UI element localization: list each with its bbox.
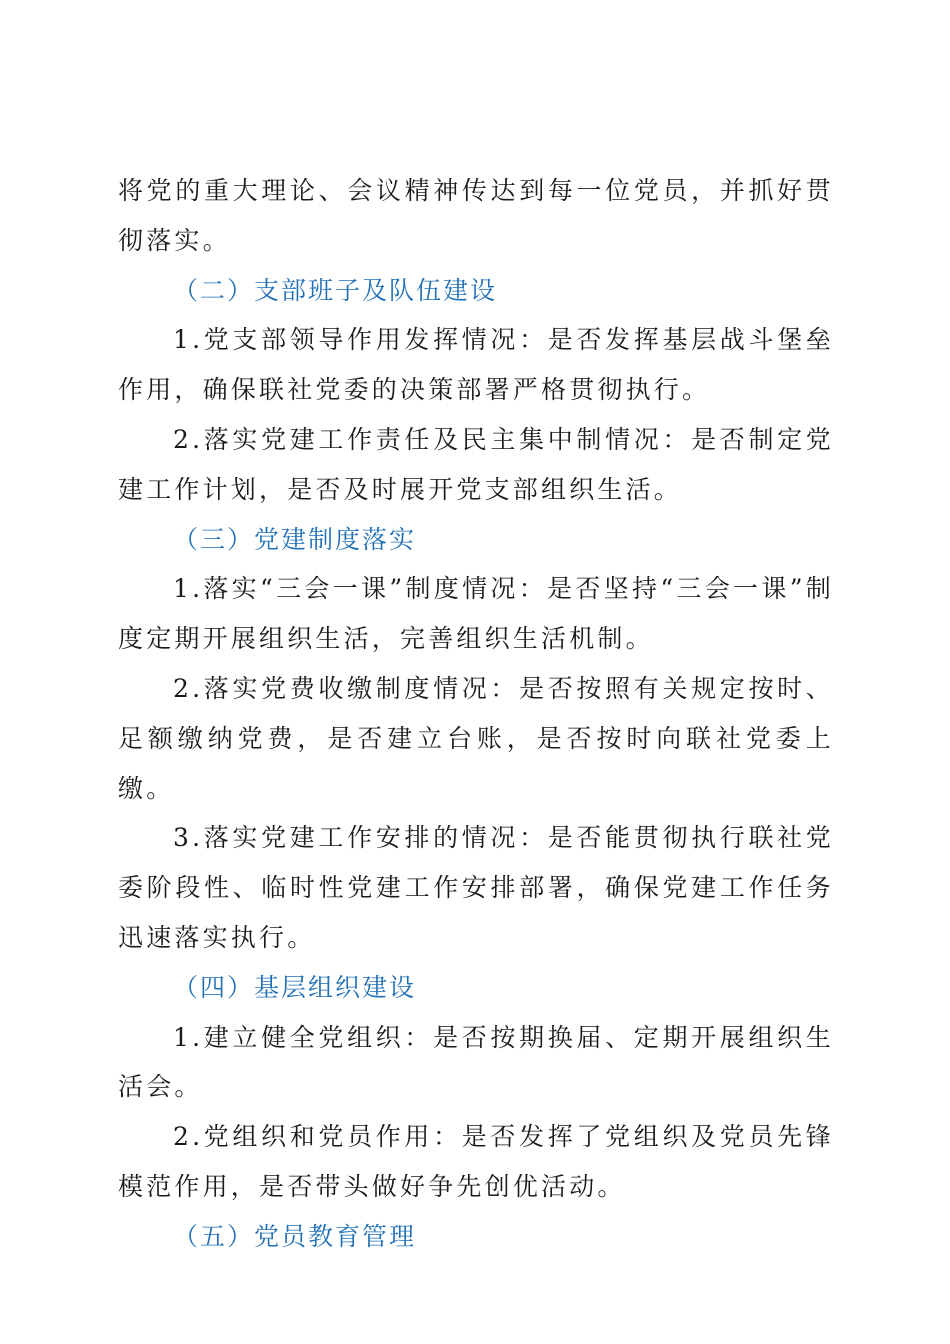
- section-heading-3: （三）党建制度落实: [173, 524, 417, 554]
- paragraph-item: 1.党支部领导作用发挥情况：是否发挥基层战斗堡垒作用，确保联社党委的决策部署严格贯彻执行。: [118, 325, 834, 405]
- section-heading-4: （四）基层组织建设: [173, 972, 417, 1002]
- section-heading-2: （二）支部班子及队伍建设: [173, 275, 498, 305]
- paragraph-item: 2.落实党建工作责任及民主集中制情况：是否制定党建工作计划，是否及时展开党支部组织生活。: [118, 424, 834, 504]
- document-body: [118, 166, 834, 1262]
- paragraph-item: 2.落实党费收缴制度情况：是否按照有关规定按时、足额缴纳党费，是否建立台账，是否按时向联社党委上缴。: [118, 673, 834, 803]
- paragraph-item: 1.落实“三会一课”制度情况：是否坚持“三会一课”制度定期开展组织生活，完善组织生活机制。: [118, 574, 834, 654]
- paragraph-item: 3.落实党建工作安排的情况：是否能贯彻执行联社党委阶段性、临时性党建工作安排部署，确保党建工作任务迅速落实执行。: [118, 823, 834, 952]
- paragraph-item: 1.建立健全党组织：是否按期换届、定期开展组织生活会。: [118, 1022, 834, 1102]
- section-heading-5: （五）党员教育管理: [173, 1221, 417, 1251]
- paragraph-item: 2.党组织和党员作用：是否发挥了党组织及党员先锋模范作用，是否带头做好争先创优活动。: [118, 1122, 834, 1201]
- paragraph-intro-continuation: 将党的重大理论、会议精神传达到每一位党员，并抓好贯彻落实。: [118, 176, 834, 255]
